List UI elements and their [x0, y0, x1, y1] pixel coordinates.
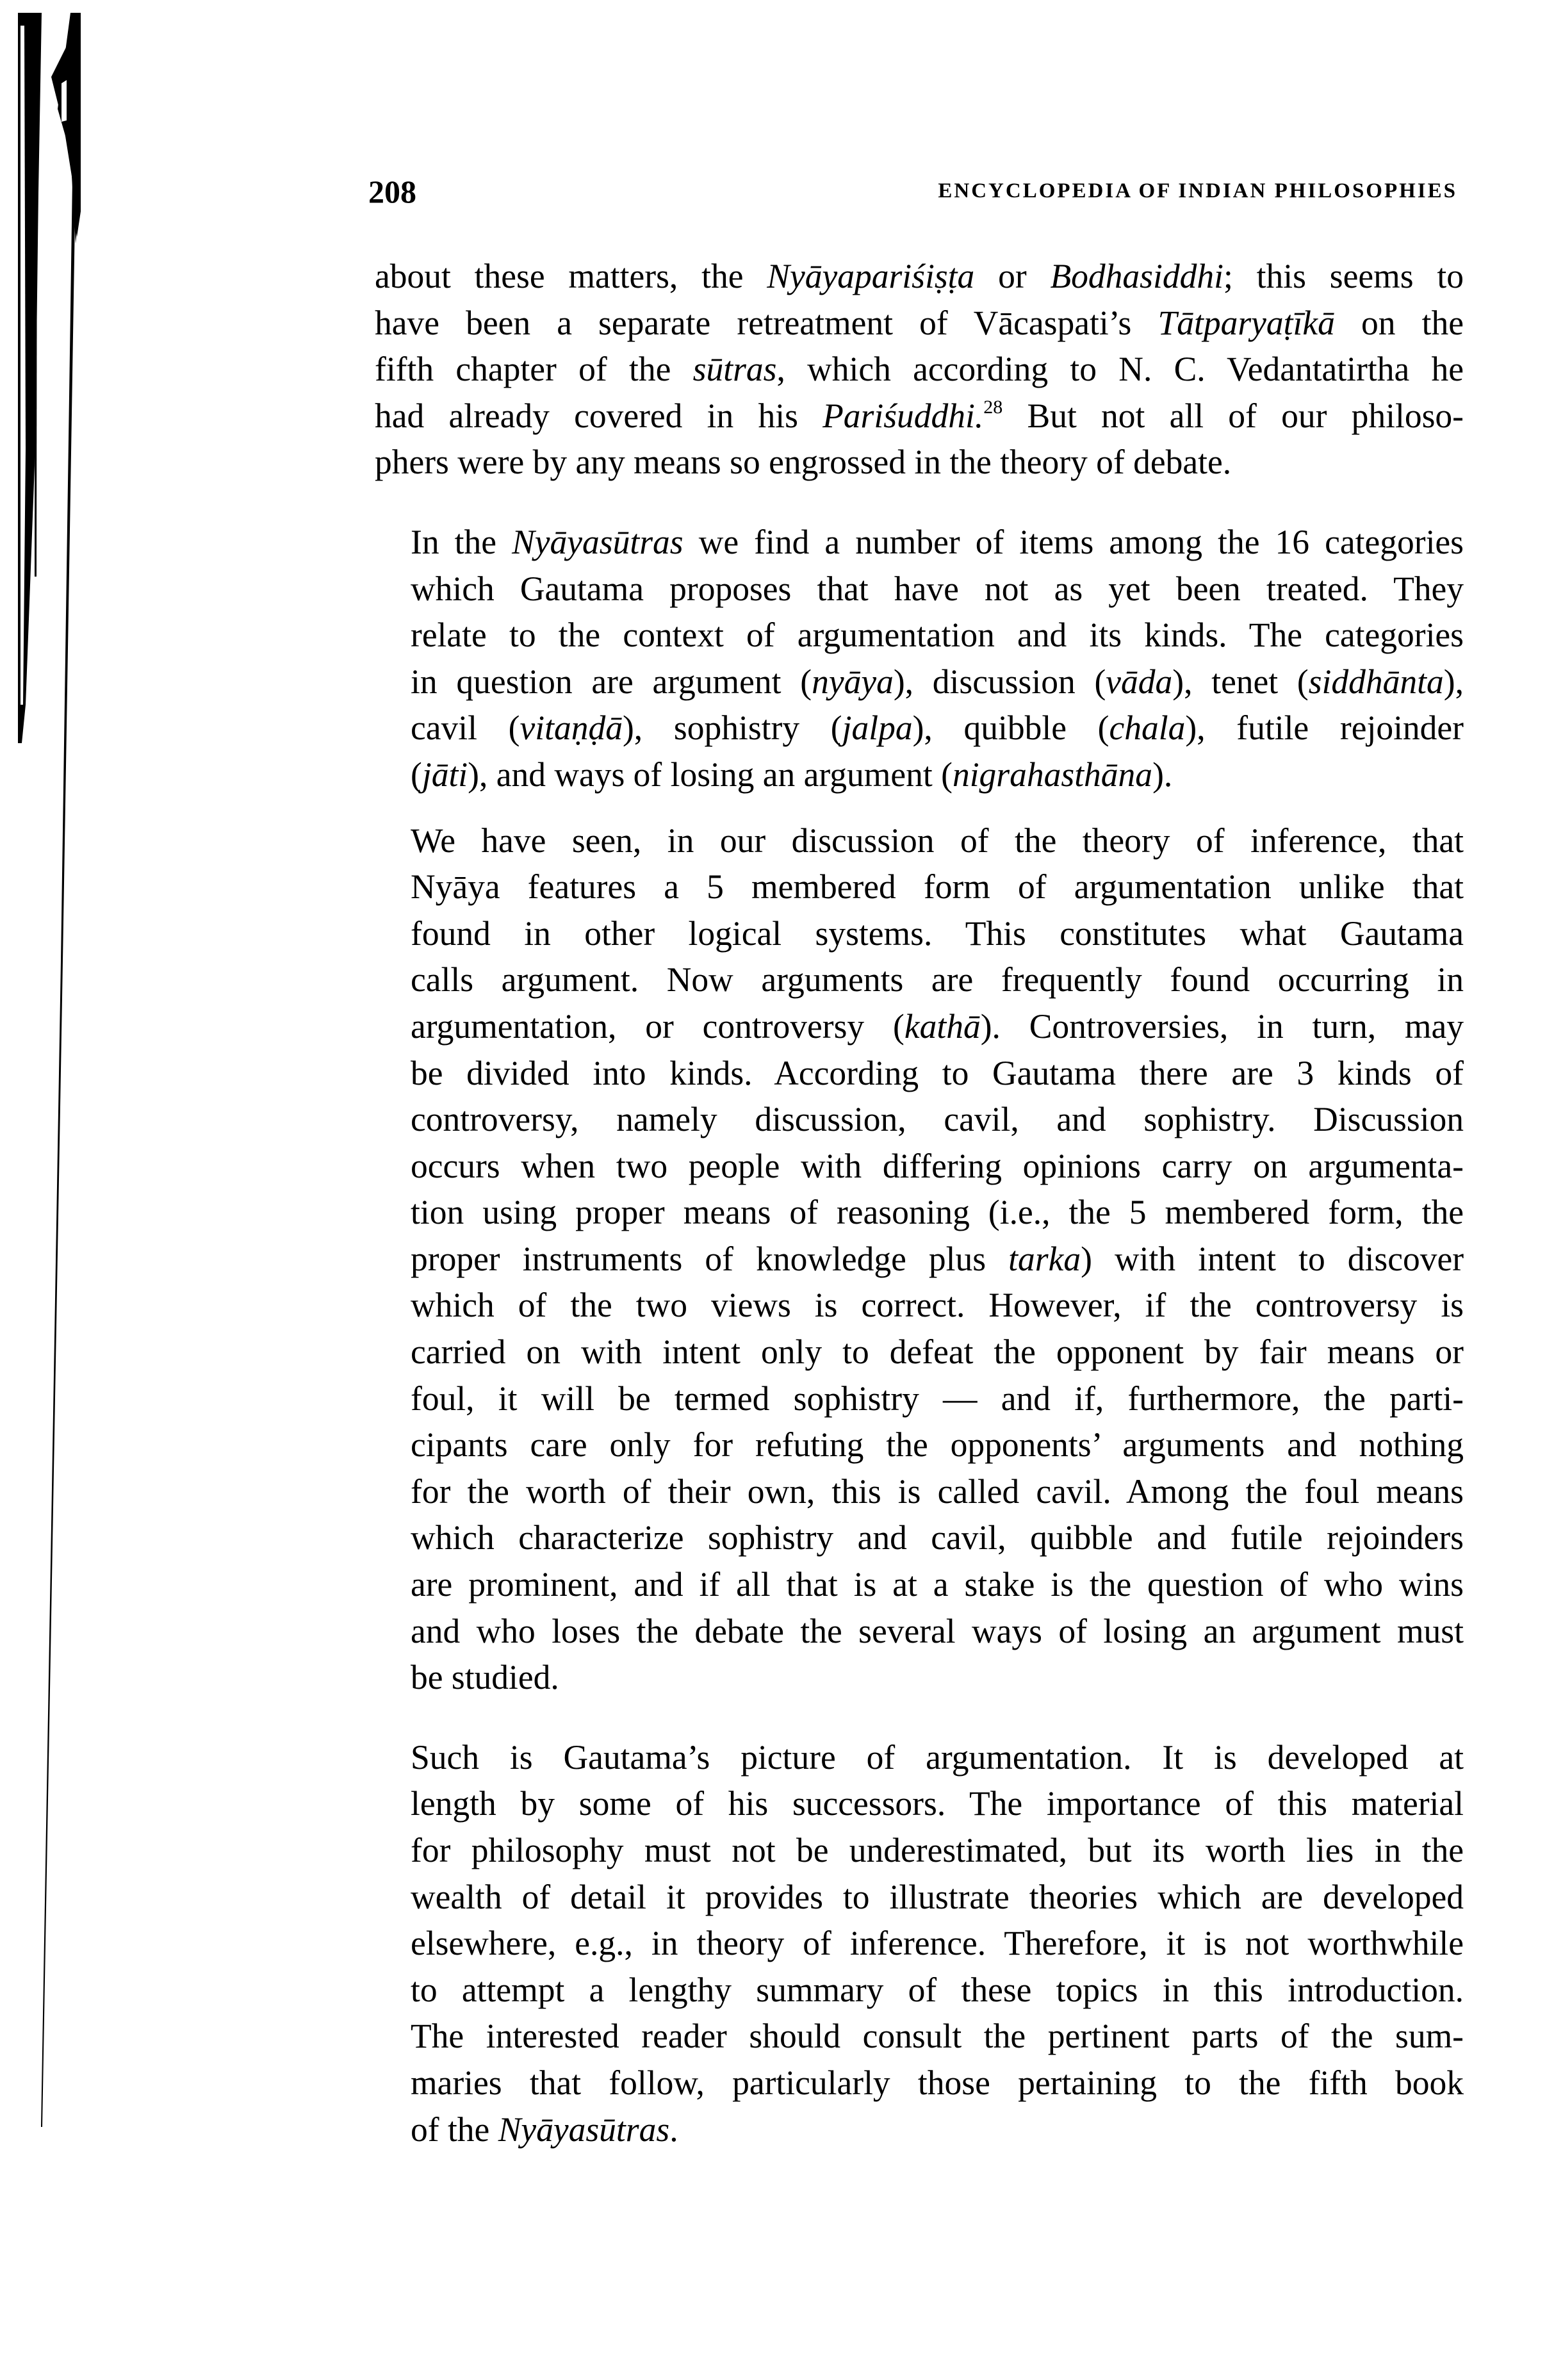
text-line: The interested reader should consult the pertinent parts of the sum-: [411, 2017, 1464, 2056]
text-line: which of the two views is correct. However, if the controversy is: [411, 1286, 1464, 1325]
text-line: cavil (vitaṇḍā), sophistry (jalpa), quibble (chala), futile rejoinder: [411, 709, 1464, 748]
italic-term: Tātparyaṭīkā: [1158, 303, 1335, 342]
text-line: found in other logical systems. This constitutes what Gautama: [411, 914, 1464, 953]
text-line: occurs when two people with differing opinions carry on argumenta-: [411, 1146, 1464, 1185]
text-line: length by some of his successors. The importance of this material: [411, 1784, 1464, 1823]
text-line: cipants care only for refuting the opponents’ arguments and nothing: [411, 1425, 1464, 1465]
text-line: which Gautama proposes that have not as yet been treated. They: [411, 569, 1464, 608]
italic-term: kathā: [904, 1006, 981, 1046]
text-line: be studied.: [411, 1658, 559, 1697]
text-line: (jāti), and ways of losing an argument (nigrahasthāna).: [411, 755, 1173, 794]
text-line: argumentation, or controversy (kathā). Controversies, in turn, may: [411, 1006, 1464, 1046]
text-line: of the Nyāyasūtras.: [411, 2110, 678, 2149]
footnote-marker: 28: [983, 396, 1003, 418]
italic-term: jāti: [421, 755, 468, 794]
italic-term: chala: [1109, 709, 1186, 748]
text-line: have been a separate retreatment of Vācaspati’s Tātparyaṭīkā on the: [375, 303, 1464, 342]
text-line: wealth of detail it provides to illustrate theories which are developed: [411, 1877, 1464, 1916]
text-line: which characterize sophistry and cavil, quibble and futile rejoinders: [411, 1518, 1464, 1557]
text-line: in question are argument (nyāya), discussion (vāda), tenet (siddhānta),: [411, 662, 1464, 701]
text-line: proper instruments of knowledge plus tarka) with intent to discover: [411, 1239, 1464, 1278]
italic-term: Bodhasiddhi: [1050, 257, 1223, 295]
text-line: foul, it will be termed sophistry — and if, furthermore, the parti-: [411, 1379, 1464, 1418]
text-line: tion using proper means of reasoning (i.e., the 5 membered form, the: [411, 1193, 1464, 1232]
book-binding-shadow: [0, 0, 128, 2380]
paragraph-3: [375, 817, 1464, 1701]
italic-term: sūtras: [692, 350, 777, 389]
text-line: We have seen, in our discussion of the theory of inference, that: [411, 821, 1464, 860]
running-head: ENCYCLOPEDIA OF INDIAN PHILOSOPHIES: [938, 179, 1457, 202]
text-line: phers were by any means so engrossed in the theory of debate.: [375, 443, 1232, 482]
text-line: calls argument. Now arguments are frequently found occurring in: [411, 960, 1464, 999]
text-line: had already covered in his Pariśuddhi.$^{28}$ But not all of our philoso-: [375, 396, 1464, 435]
text-line: for philosophy must not be underestimated, but its worth lies in the: [411, 1831, 1464, 1869]
paragraph-2: [375, 519, 1464, 798]
italic-term: siddhānta: [1308, 662, 1444, 701]
text-line: be divided into kinds. According to Gautama there are 3 kinds of: [411, 1053, 1464, 1092]
text-line: maries that follow, particularly those pertaining to the fifth book: [411, 2063, 1464, 2102]
paragraph-4: [375, 1734, 1464, 2153]
text-line: carried on with intent only to defeat the opponent by fair means or: [411, 1333, 1464, 1372]
italic-term: nyāya: [812, 662, 894, 701]
page-body: [375, 253, 1464, 2153]
italic-term: nigrahasthāna: [952, 755, 1153, 794]
text-line: Such is Gautama’s picture of argumentation. It is developed at: [411, 1737, 1464, 1777]
page-number: 208: [368, 174, 416, 209]
italic-term: tarka: [1008, 1239, 1081, 1278]
text-line: fifth chapter of the sūtras, which according to N. C. Vedantatirtha he: [375, 350, 1464, 389]
paragraph-1: [375, 253, 1464, 486]
text-line: about these matters, the Nyāyapariśiṣṭa or Bodhasiddhi; this seems to: [375, 257, 1464, 295]
italic-term: Nyāyasūtras: [498, 2110, 670, 2149]
italic-term: Pariśuddhi.: [822, 396, 984, 435]
italic-term: Nyāyapariśiṣṭa: [767, 257, 975, 295]
text-line: Nyāya features a 5 membered form of argumentation unlike that: [411, 867, 1464, 907]
italic-term: Nyāyasūtras: [512, 522, 683, 561]
text-line: are prominent, and if all that is at a stake is the question of who wins: [411, 1565, 1464, 1604]
text-line: to attempt a lengthy summary of these topics in this introduction.: [411, 1970, 1464, 2009]
page-header: [368, 173, 1457, 218]
italic-term: jalpa: [842, 709, 913, 748]
italic-term: vāda: [1106, 662, 1173, 701]
text-line: controversy, namely discussion, cavil, and sophistry. Discussion: [411, 1100, 1464, 1139]
text-line: and who loses the debate the several ways of losing an argument must: [411, 1611, 1464, 1650]
text-line: elsewhere, e.g., in theory of inference. Therefore, it is not worthwhile: [411, 1924, 1464, 1963]
italic-term: vitaṇḍā: [520, 709, 623, 748]
text-line: relate to the context of argumentation and its kinds. The categories: [411, 616, 1464, 655]
text-line: In the Nyāyasūtras we find a number of items among the 16 categories: [411, 522, 1464, 561]
text-line: for the worth of their own, this is called cavil. Among the foul means: [411, 1472, 1464, 1511]
